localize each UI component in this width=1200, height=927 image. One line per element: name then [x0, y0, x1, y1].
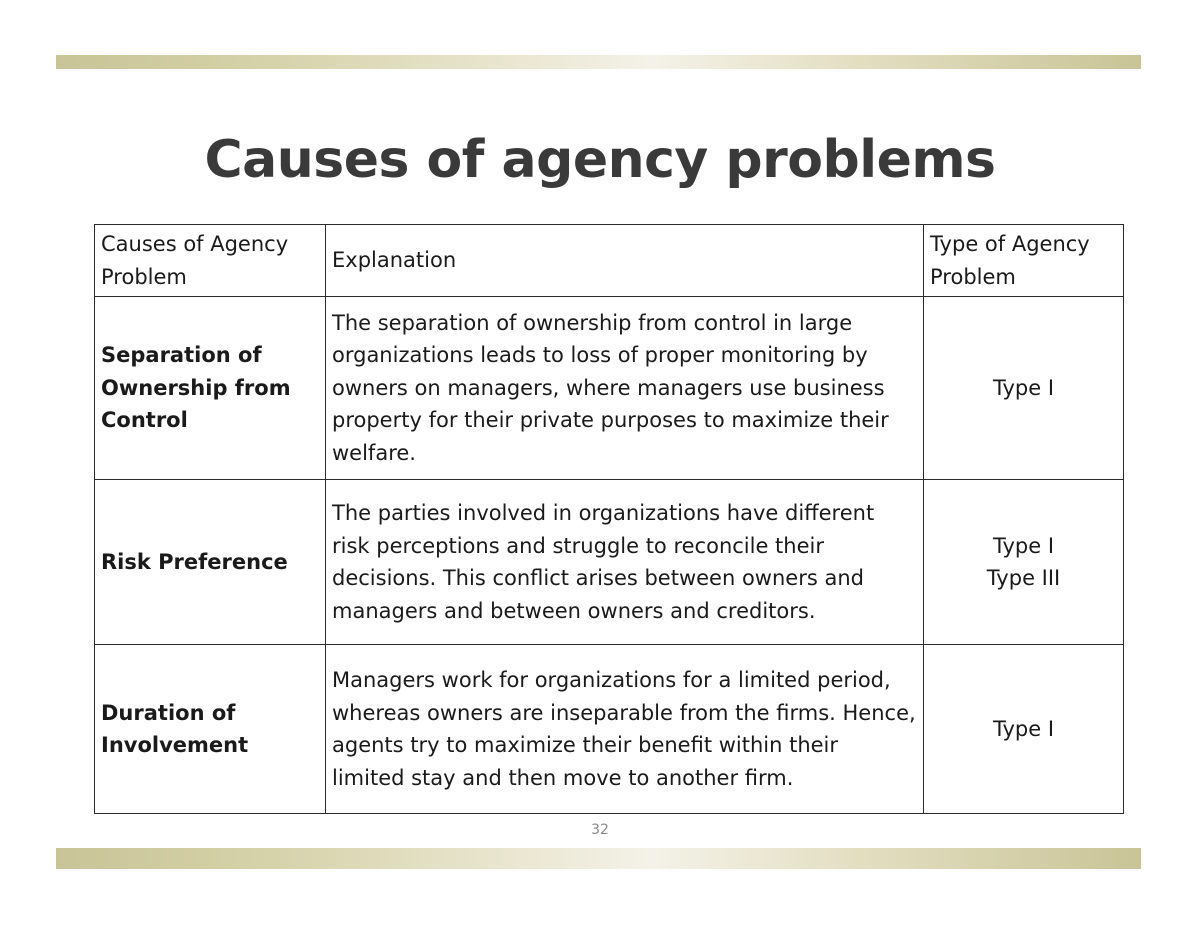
table-row: [95, 297, 1124, 480]
explanation-cell: Managers work for organizations for a limited period, whereas owners are inseparable from the firms. Hence, agents try to maximize their benefit within their limited stay and then move to another firm.: [326, 645, 924, 814]
agency-causes-table-container: [94, 224, 1124, 814]
type-label: Type I: [992, 716, 1055, 741]
type-cell: [924, 297, 1124, 480]
type-cell: [924, 480, 1124, 645]
type-cell: [924, 645, 1124, 814]
table-row: [95, 645, 1124, 814]
explanation-cell: The separation of ownership from control in large organizations leads to loss of proper monitoring by owners on managers, where managers use business property for their private purposes to maximize their welfare.: [326, 297, 924, 480]
header-cause: Causes of Agency Problem: [95, 225, 326, 297]
agency-causes-table: [94, 224, 1124, 814]
cause-cell: Duration of Involvement: [95, 645, 326, 814]
page-number: 32: [591, 822, 609, 838]
type-label: Type I: [992, 533, 1055, 558]
explanation-cell: The parties involved in organizations have different risk perceptions and struggle to reconcile their decisions. This conflict arises between owners and managers and between owners and creditors.: [326, 480, 924, 645]
bottom-decorative-band: [56, 848, 1141, 869]
cause-cell: Risk Preference: [95, 480, 326, 645]
slide-title: Causes of agency problems: [204, 130, 996, 190]
type-label: Type I: [992, 375, 1055, 400]
cause-cell: Separation of Ownership from Control: [95, 297, 326, 480]
header-explanation: Explanation: [326, 225, 924, 297]
table-header-row: [95, 225, 1124, 297]
table-row: [95, 480, 1124, 645]
header-type: Type of Agency Problem: [924, 225, 1124, 297]
top-decorative-band: [56, 55, 1141, 69]
type-label: Type III: [986, 566, 1061, 590]
